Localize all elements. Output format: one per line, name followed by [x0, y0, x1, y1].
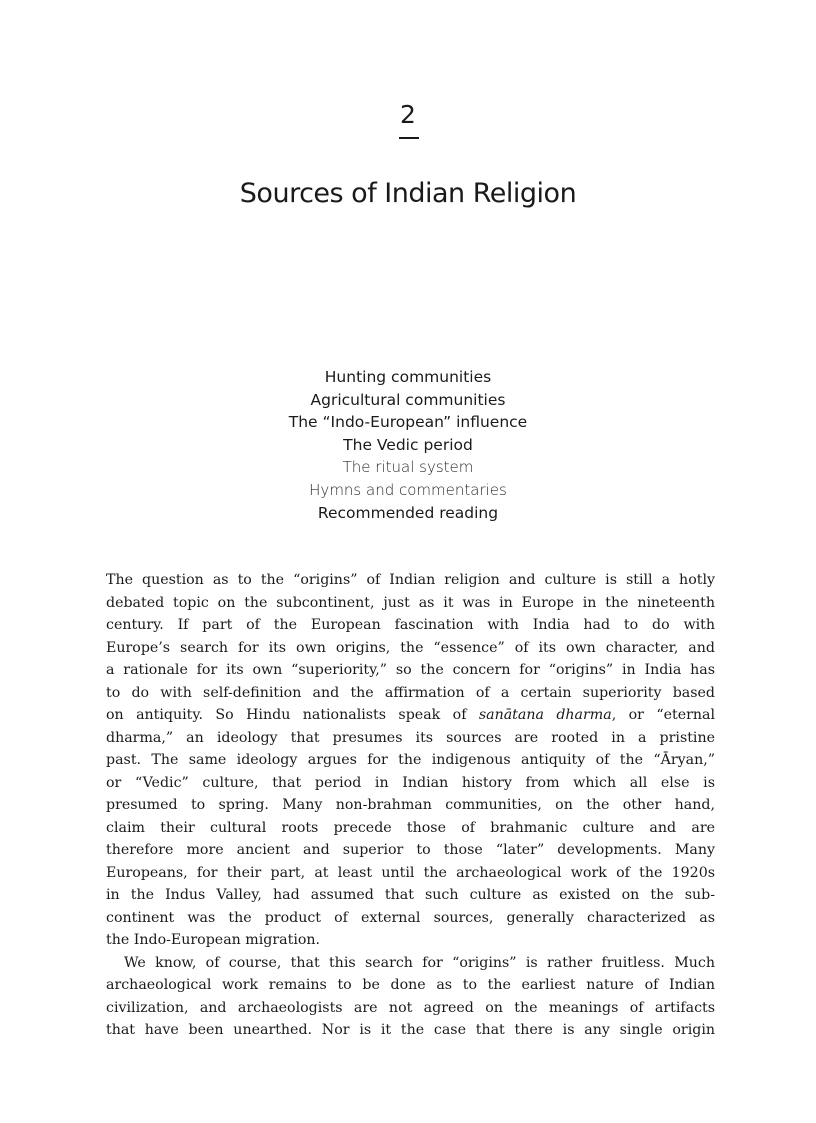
text-line: debated topic on the subcontinent, just as it was in Europe in the nineteenth	[106, 594, 715, 611]
contents-item: Hunting communities	[324, 368, 492, 386]
text-line	[106, 704, 715, 727]
text-line: civilization, and archaeologists are not agreed on the meanings of artifacts	[106, 999, 715, 1016]
contents-subitem: The ritual system	[342, 458, 474, 477]
text-line: dharma,” an ideology that presumes its sources are rooted in a pristine	[106, 729, 715, 746]
contents-item: Recommended reading	[317, 503, 499, 522]
paragraph-2	[106, 952, 715, 1042]
contents-item: Agricultural communities	[310, 390, 506, 409]
text-run: , or “eternal	[611, 707, 716, 723]
contents-item: The Vedic period	[343, 435, 473, 454]
text-line: to do with self-definition and the affirmation of a certain superiority based	[106, 684, 715, 701]
text-line: Europe’s search for its own origins, the “essence” of its own character, and	[106, 639, 715, 656]
text-line: a rationale for its own “superiority,” so the concern for “origins” in India has	[106, 662, 715, 678]
contents-subitem: Hymns and commentaries	[309, 480, 507, 499]
text-line: archaeological work remains to be done as to the earliest nature of Indian	[106, 977, 715, 993]
body-text	[106, 569, 715, 1042]
text-line: The question as to the “origins” of Indian religion and culture is still a hotly	[106, 572, 715, 588]
italic-term: sanātana dharma	[478, 707, 612, 723]
text-line: therefore more ancient and superior to those “later” developments. Many	[106, 842, 715, 858]
text-line: century. If part of the European fascination with India had to do with	[106, 617, 715, 633]
text-line: Europeans, for their part, at least until the archaeological work of the 1920s	[106, 864, 715, 881]
text-line: continent was the product of external sources, generally characterized as	[106, 909, 715, 926]
text-line: in the Indus Valley, had assumed that such culture as existed on the sub-	[106, 887, 715, 903]
chapter-number: 2	[400, 100, 416, 129]
text-line: or “Vedic” culture, that period in Indian history from which all else is	[106, 774, 715, 791]
text-line: the Indo-European migration.	[106, 932, 321, 948]
text-line: that have been unearthed. Nor is it the case that there is any single origin	[106, 1022, 715, 1038]
text-line: We know, of course, that this search for “origins” is rather fruitless. Much	[124, 954, 715, 971]
text-line: claim their cultural roots precede those of brahmanic culture and are	[106, 819, 715, 836]
contents-item: The “Indo-European” influence	[288, 413, 528, 432]
paragraph-1	[106, 569, 715, 952]
text-line: past. The same ideology argues for the indigenous antiquity of the “Āryan,”	[106, 752, 715, 768]
chapter-contents-list	[0, 366, 816, 524]
chapter-number-underline	[399, 137, 419, 139]
text-run: on antiquity. So Hindu nationalists speak of	[106, 707, 479, 723]
chapter-title: Sources of Indian Religion	[239, 178, 577, 209]
text-line: presumed to spring. Many non-brahman communities, on the other hand,	[106, 797, 715, 813]
